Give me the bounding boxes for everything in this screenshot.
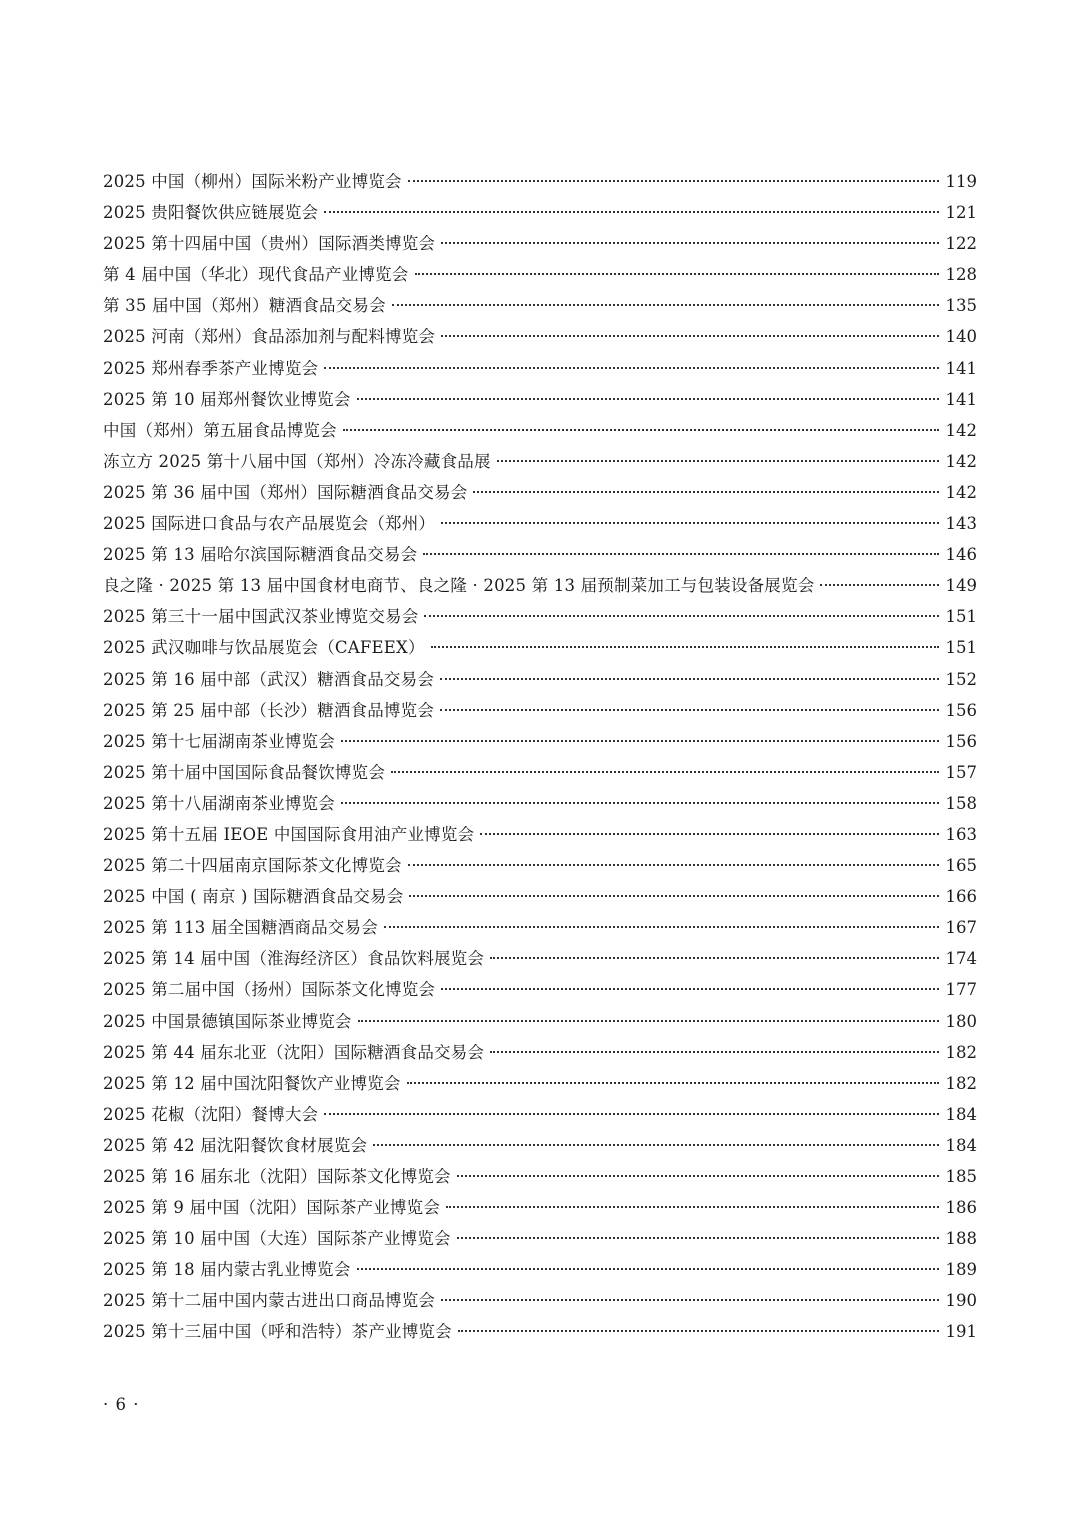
toc-entry-page-number: 184 [945,1135,977,1155]
page-number: · 6 · [103,1395,140,1414]
toc-entry[interactable] [103,788,977,819]
toc-dot-leader [441,335,939,337]
toc-dot-leader [357,1268,939,1270]
toc-entry[interactable] [103,290,977,321]
toc-entry[interactable] [103,321,977,352]
toc-dot-leader [473,491,939,493]
toc-dot-leader [357,398,939,400]
toc-entry-page-number: 141 [945,358,977,378]
toc-entry-page-number: 142 [945,420,977,440]
toc-dot-leader [457,1175,939,1177]
toc-dot-leader [440,678,939,680]
toc-entry[interactable] [103,539,977,570]
toc-entry-page-number: 121 [945,203,977,223]
toc-entry-page-number: 177 [945,980,977,1000]
toc-entry[interactable] [103,757,977,788]
toc-entry[interactable] [103,477,977,508]
toc-dot-leader [392,304,939,306]
toc-entry-title: 2025 河南（郑州）食品添加剂与配料博览会 [103,327,436,347]
toc-entry-page-number: 140 [945,327,977,347]
toc-entry-page-number: 156 [945,731,977,751]
toc-entry-title: 2025 郑州春季茶产业博览会 [103,358,319,378]
toc-dot-leader [431,646,939,648]
toc-entry[interactable] [103,695,977,726]
table-of-contents [103,166,977,1348]
toc-dot-leader [497,460,939,462]
toc-entry-page-number: 182 [945,1042,977,1062]
toc-entry[interactable] [103,819,977,850]
toc-entry-title: 2025 第十四届中国（贵州）国际酒类博览会 [103,234,436,254]
toc-dot-leader [324,367,939,369]
toc-entry[interactable] [103,1223,977,1254]
toc-entry-title: 2025 第 12 届中国沈阳餐饮产业博览会 [103,1073,401,1093]
toc-entry-page-number: 188 [945,1229,977,1249]
toc-entry-page-number: 142 [945,451,977,471]
toc-entry-title: 第 35 届中国（郑州）糖酒食品交易会 [103,296,386,316]
toc-dot-leader [440,709,939,711]
toc-entry-title: 2025 第三十一届中国武汉茶业博览交易会 [103,607,419,627]
toc-entry-title: 2025 第 9 届中国（沈阳）国际茶产业博览会 [103,1198,441,1218]
toc-entry-page-number: 158 [945,793,977,813]
toc-entry-title: 2025 第 16 届东北（沈阳）国际茶文化博览会 [103,1167,451,1186]
toc-entry-title: 2025 国际进口食品与农产品展览会（郑州） [103,514,436,534]
toc-entry-title: 2025 第 10 届中国（大连）国际茶产业博览会 [103,1229,451,1249]
toc-entry-title: 2025 贵阳餐饮供应链展览会 [103,203,319,223]
toc-entry-title: 第 4 届中国（华北）现代食品产业博览会 [103,265,409,285]
toc-dot-leader [324,1113,939,1115]
toc-entry-page-number: 146 [945,545,977,565]
toc-entry-title: 2025 第十二届中国内蒙古进出口商品博览会 [103,1291,436,1311]
toc-dot-leader [407,1082,939,1084]
toc-entry[interactable] [103,1037,977,1068]
toc-dot-leader [457,1237,939,1239]
toc-dot-leader [423,553,939,555]
toc-dot-leader [446,1206,939,1208]
toc-dot-leader [441,988,939,990]
toc-dot-leader [409,895,939,897]
toc-entry-title: 2025 第 10 届郑州餐饮业博览会 [103,389,351,409]
toc-dot-leader [441,242,939,244]
toc-entry-page-number: 122 [945,234,977,254]
toc-entry-title: 2025 第 13 届哈尔滨国际糖酒食品交易会 [103,545,418,565]
toc-entry[interactable] [103,632,977,663]
toc-dot-leader [408,864,939,866]
toc-entry-title: 2025 中国 ( 南京 ) 国际糖酒食品交易会 [103,887,404,907]
toc-entry-page-number: 119 [945,172,977,191]
toc-entry[interactable] [103,943,977,974]
toc-entry[interactable] [103,1068,977,1099]
toc-entry[interactable] [103,197,977,228]
toc-entry-page-number: 163 [945,824,977,844]
toc-entry-page-number: 165 [945,856,977,876]
toc-entry-title: 2025 中国（柳州）国际米粉产业博览会 [103,172,402,191]
toc-entry-title: 2025 武汉咖啡与饮品展览会（CAFEEX） [103,638,425,658]
toc-entry-page-number: 151 [945,607,977,627]
toc-entry[interactable] [103,726,977,757]
toc-entry[interactable] [103,912,977,943]
toc-entry-title: 2025 第十届中国国际食品餐饮博览会 [103,762,386,782]
toc-entry-title: 2025 第二届中国（扬州）国际茶文化博览会 [103,980,436,1000]
toc-dot-leader [324,211,939,213]
toc-entry[interactable] [103,446,977,477]
toc-entry-title: 2025 第 36 届中国（郑州）国际糖酒食品交易会 [103,482,468,502]
toc-entry-title: 2025 第 16 届中部（武汉）糖酒食品交易会 [103,669,435,689]
toc-entry[interactable] [103,1006,977,1037]
toc-entry-page-number: 143 [945,514,977,534]
toc-dot-leader [441,522,939,524]
toc-entry-title: 2025 第 25 届中部（长沙）糖酒食品博览会 [103,700,435,720]
toc-entry-page-number: 157 [945,762,977,782]
toc-dot-leader [341,802,939,804]
toc-entry-page-number: 167 [945,918,977,938]
toc-entry[interactable] [103,415,977,446]
toc-entry-page-number: 156 [945,700,977,720]
toc-entry[interactable] [103,228,977,259]
toc-dot-leader [490,1051,939,1053]
toc-entry[interactable] [103,1192,977,1223]
toc-entry-title: 2025 第 42 届沈阳餐饮食材展览会 [103,1135,368,1155]
toc-entry[interactable] [103,1161,977,1192]
toc-entry[interactable] [103,601,977,632]
toc-entry[interactable] [103,570,977,601]
toc-entry-title: 良之隆 · 2025 第 13 届中国食材电商节、良之隆 · 2025 第 13 届预制菜加工与包装设备展览会 [103,576,815,596]
toc-entry-title: 2025 第 14 届中国（淮海经济区）食品饮料展览会 [103,949,485,969]
toc-dot-leader [408,180,939,182]
toc-entry[interactable] [103,1099,977,1130]
toc-entry-title: 2025 第二十四届南京国际茶文化博览会 [103,856,402,876]
toc-dot-leader [384,926,939,928]
toc-dot-leader [391,771,939,773]
toc-dot-leader [358,1020,939,1022]
toc-entry[interactable] [103,384,977,415]
toc-entry-page-number: 185 [945,1167,977,1186]
toc-dot-leader [480,833,939,835]
toc-entry-page-number: 152 [945,669,977,689]
toc-entry[interactable] [103,353,977,384]
toc-entry-title: 冻立方 2025 第十八届中国（郑州）冷冻冷藏食品展 [103,451,491,471]
toc-entry-title: 2025 花椒（沈阳）餐博大会 [103,1104,319,1124]
toc-dot-leader [424,615,939,617]
toc-entry[interactable] [103,259,977,290]
toc-dot-leader [820,584,939,586]
toc-entry-title: 中国（郑州）第五届食品博览会 [103,420,337,440]
toc-entry[interactable] [103,850,977,881]
toc-entry-title: 2025 第十三届中国（呼和浩特）茶产业博览会 [103,1322,452,1342]
toc-dot-leader [441,1299,939,1301]
toc-entry-page-number: 180 [945,1011,977,1031]
toc-entry-page-number: 182 [945,1073,977,1093]
toc-entry-title: 2025 第 113 届全国糖酒商品交易会 [103,918,378,938]
toc-entry[interactable] [103,508,977,539]
toc-entry-page-number: 135 [945,296,977,316]
toc-entry-page-number: 142 [945,482,977,502]
toc-entry-title: 2025 第十八届湖南茶业博览会 [103,793,335,813]
toc-dot-leader [415,273,940,275]
toc-entry-page-number: 191 [945,1322,977,1342]
toc-entry[interactable] [103,881,977,912]
toc-entry-title: 2025 第 18 届内蒙古乳业博览会 [103,1260,351,1280]
toc-dot-leader [458,1330,939,1332]
toc-entry-title: 2025 第十七届湖南茶业博览会 [103,731,335,751]
toc-entry[interactable] [103,664,977,695]
toc-entry[interactable] [103,1316,977,1347]
toc-entry-page-number: 186 [945,1198,977,1218]
toc-entry-title: 2025 中国景德镇国际茶业博览会 [103,1011,352,1031]
toc-entry[interactable] [103,1285,977,1316]
toc-entry-page-number: 184 [945,1104,977,1124]
toc-entry-page-number: 166 [945,887,977,907]
toc-entry-title: 2025 第十五届 IEOE 中国国际食用油产业博览会 [103,824,475,844]
toc-entry-page-number: 174 [945,949,977,969]
toc-entry-title: 2025 第 44 届东北亚（沈阳）国际糖酒食品交易会 [103,1042,485,1062]
toc-dot-leader [343,429,939,431]
toc-dot-leader [373,1144,939,1146]
toc-dot-leader [341,740,939,742]
toc-entry-page-number: 149 [945,576,977,596]
toc-entry-page-number: 190 [945,1291,977,1311]
toc-entry-page-number: 141 [945,389,977,409]
toc-entry[interactable] [103,974,977,1005]
toc-entry-page-number: 151 [945,638,977,658]
toc-entry-page-number: 128 [945,265,977,285]
toc-entry-page-number: 189 [945,1260,977,1280]
toc-entry[interactable] [103,1254,977,1285]
toc-entry[interactable] [103,166,977,197]
toc-entry[interactable] [103,1130,977,1161]
toc-dot-leader [490,957,939,959]
